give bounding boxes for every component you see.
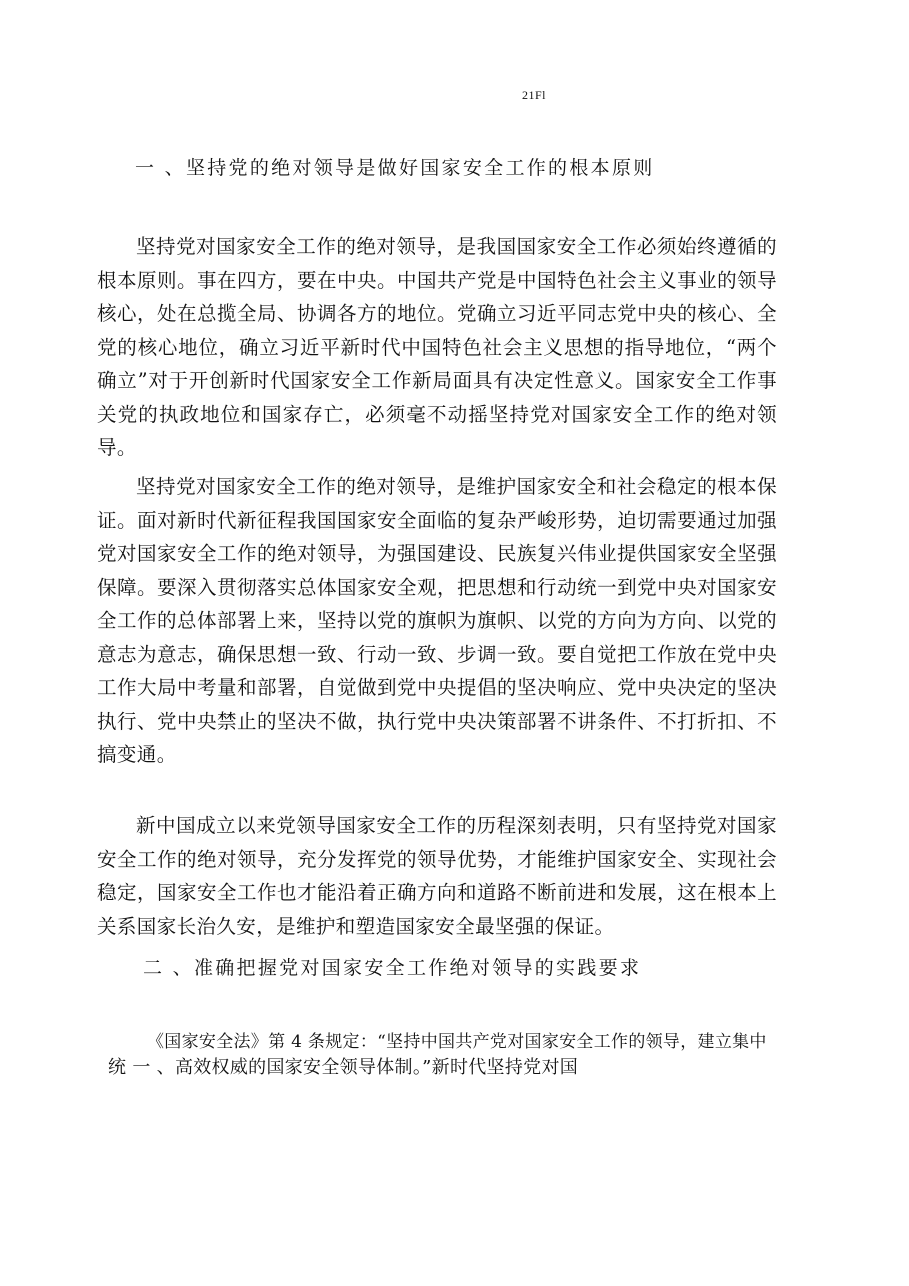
section-2-line-2: 统 一 、高效权威的国家安全领导体制。”新时代坚持党对国 <box>108 1057 579 1078</box>
section-2-line-1: 《国家安全法》第 4 条规定：“坚持中国共产党对国家安全工作的领导，建立集中 <box>147 1032 767 1052</box>
section-1-paragraph-3: 新中国成立以来党领导国家安全工作的历程深刻表明，只有坚持党对国家安全工作的绝对领导，充分发挥党的领导优势，才能维护国家安全、实现社会稳定，国家安全工作也才能沿着正确方向和道路不断前进和发展，这在根本上关系国家长治久安，是维护和塑造国家安全最坚强的保证。 <box>97 814 777 938</box>
section-1-paragraph-1: 坚持党对国家安全工作的绝对领导，是我国国家安全工作必须始终遵循的根本原则。事在四方，要在中央。中国共产党是中国特色社会主义事业的领导核心，处在总揽全局、协调各方的地位。党确立习近平同志党中央的核心、全党的核心地位，确立习近平新时代中国特色社会主义思想的指导地位，“两个确立”对于开创新时代国家安全工作新局面具有决定性意义。国家安全工作事关党的执政地位和国家存亡，必须毫不动摇坚持党对国家安全工作的绝对领导。 <box>97 235 777 459</box>
section-2-heading: 二 、准确把握党对国家安全工作绝对领导的实践要求 <box>143 957 642 979</box>
page-number: 21Fl <box>522 88 547 102</box>
section-1-paragraph-2: 坚持党对国家安全工作的绝对领导，是维护国家安全和社会稳定的根本保证。面对新时代新征程我国国家安全面临的复杂严峻形势，迫切需要通过加强党对国家安全工作的绝对领导，为强国建设、民族复兴伟业提供国家安全坚强保障。要深入贯彻落实总体国家安全观，把思想和行动统一到党中央对国家安全工作的总体部署上来，坚持以党的旗帜为旗帜、以党的方向为方向、以党的意志为意志，确保思想一致、行动一致、步调一致。要自觉把工作放在党中央工作大局中考量和部署，自觉做到党中央提倡的坚决响应、党中央决定的坚决执行、党中央禁止的坚决不做，执行党中央决策部署不讲条件、不打折扣、不搞变通。 <box>97 475 777 766</box>
section-1-heading: 一 、坚持党的绝对领导是做好国家安全工作的根本原则 <box>135 157 655 179</box>
